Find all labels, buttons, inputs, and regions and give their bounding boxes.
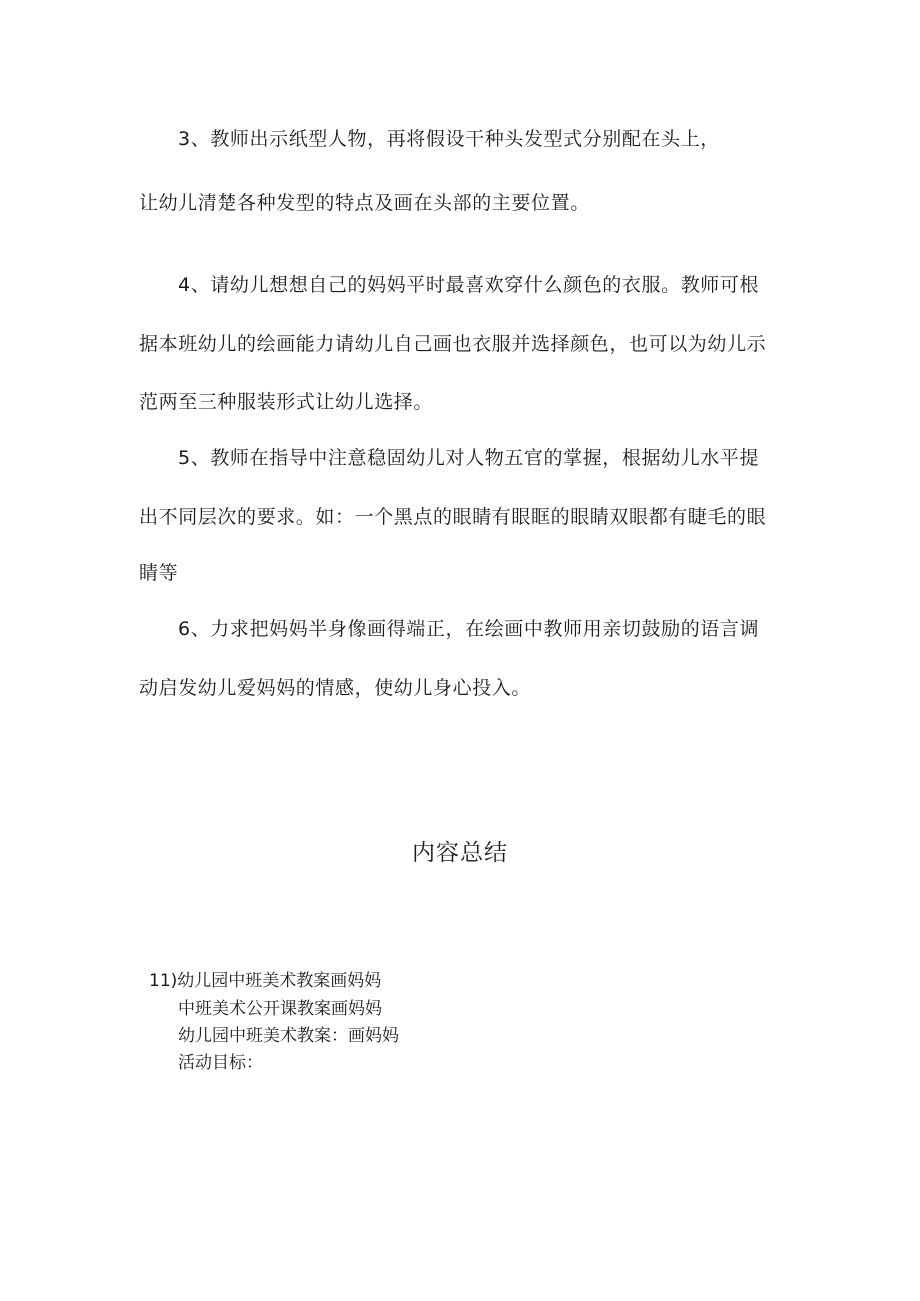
- paragraph-6-line-2: 动启发幼儿爱妈妈的情感，使幼儿身心投入。: [139, 677, 532, 699]
- paragraph-4-line-3: 范两至三种服装形式让幼儿选择。: [139, 391, 434, 413]
- summary-item-1: 11)幼儿园中班美术教案画妈妈: [149, 971, 382, 991]
- paragraph-5-line-2: 出不同层次的要求。如：一个黑点的眼睛有眼眶的眼睛双眼都有睫毛的眼: [139, 506, 767, 528]
- summary-title: 内容总结: [412, 840, 508, 866]
- paragraph-5-line-1: 5、教师在指导中注意稳固幼儿对人物五官的掌握，根据幼儿水平提: [178, 447, 760, 469]
- paragraph-5-line-3: 睛等: [139, 562, 179, 584]
- paragraph-3-line-1: 3、教师出示纸型人物，再将假设干种头发型式分别配在头上，: [178, 128, 720, 150]
- paragraph-3-line-2: 让幼儿清楚各种发型的特点及画在头部的主要位置。: [139, 192, 590, 214]
- paragraph-4-line-2: 据本班幼儿的绘画能力请幼儿自己画也衣服并选择颜色，也可以为幼儿示: [139, 333, 767, 355]
- summary-item-4: 活动目标：: [178, 1053, 263, 1073]
- summary-item-2: 中班美术公开课教案画妈妈: [178, 999, 382, 1019]
- paragraph-4-line-1: 4、请幼儿想想自己的妈妈平时最喜欢穿什么颜色的衣服。教师可根: [178, 274, 760, 296]
- paragraph-6-line-1: 6、力求把妈妈半身像画得端正，在绘画中教师用亲切鼓励的语言调: [178, 618, 760, 640]
- summary-item-3: 幼儿园中班美术教案：画妈妈: [178, 1026, 399, 1046]
